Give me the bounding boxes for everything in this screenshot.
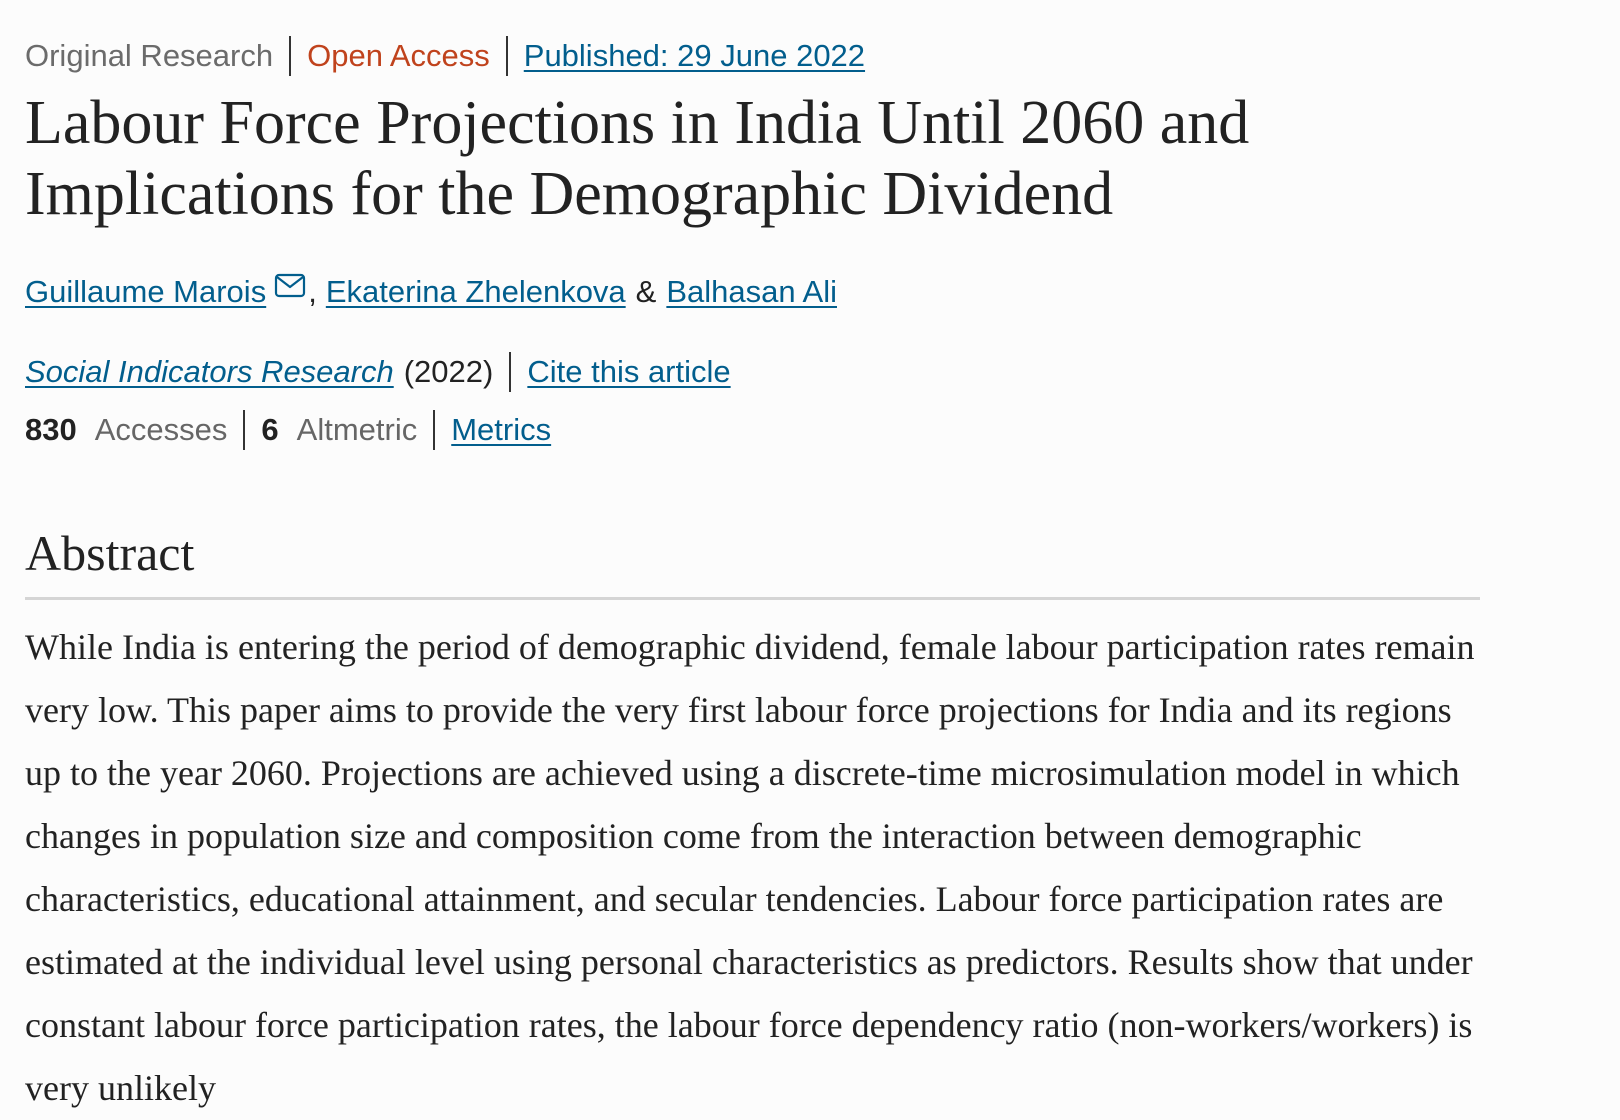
abstract-heading: Abstract xyxy=(25,525,195,581)
divider xyxy=(509,352,511,392)
author-link[interactable]: Balhasan Ali xyxy=(666,274,837,309)
mail-icon[interactable] xyxy=(274,272,306,300)
section-divider xyxy=(25,597,1480,600)
author-link[interactable]: Ekaterina Zhelenkova xyxy=(325,274,626,309)
article-meta-row xyxy=(25,34,865,78)
publication-year: (2022) xyxy=(403,354,494,389)
open-access-badge: Open Access xyxy=(307,38,490,73)
metrics-row xyxy=(25,408,551,452)
accesses-count: 830 xyxy=(25,412,77,447)
article-type: Original Research xyxy=(25,38,274,73)
published-date-link[interactable]: Published: 29 June 2022 xyxy=(523,38,866,73)
metrics-link[interactable]: Metrics xyxy=(451,412,552,447)
abstract-text: While India is entering the period of demographic dividend, female labour participation rates remain very low. This paper aims to provide the very first labour force projections for India and its regions up to the year 2060. Projections are achieved using a discrete-time microsimulation model in which changes in population size and composition come from the interaction between demographic characteristics, educational attainment, and secular tendencies. Labour force participation rates are estimated at the individual level using personal characteristics as predictors. Results show that under constant labour force participation rates, the labour force dependency ratio (non-workers/workers) is very unlikely xyxy=(25,627,1475,1108)
accesses-label: Accesses xyxy=(94,412,228,447)
divider xyxy=(289,36,291,76)
article-title: Labour Force Projections in India Until 2060 and Implications for the Demographic Dividend xyxy=(25,89,1250,228)
author-separator: & xyxy=(635,274,657,309)
altmetric-count: 6 xyxy=(261,412,279,447)
divider xyxy=(433,410,435,450)
journal-link[interactable]: Social Indicators Research xyxy=(25,354,394,389)
divider xyxy=(506,36,508,76)
altmetric-label: Altmetric xyxy=(296,412,418,447)
author-separator: , xyxy=(308,274,317,309)
author-link[interactable]: Guillaume Marois xyxy=(25,274,267,309)
article-page xyxy=(25,0,1555,1120)
divider xyxy=(243,410,245,450)
journal-row xyxy=(25,350,731,394)
author-list xyxy=(25,272,837,312)
cite-article-link[interactable]: Cite this article xyxy=(527,354,731,389)
